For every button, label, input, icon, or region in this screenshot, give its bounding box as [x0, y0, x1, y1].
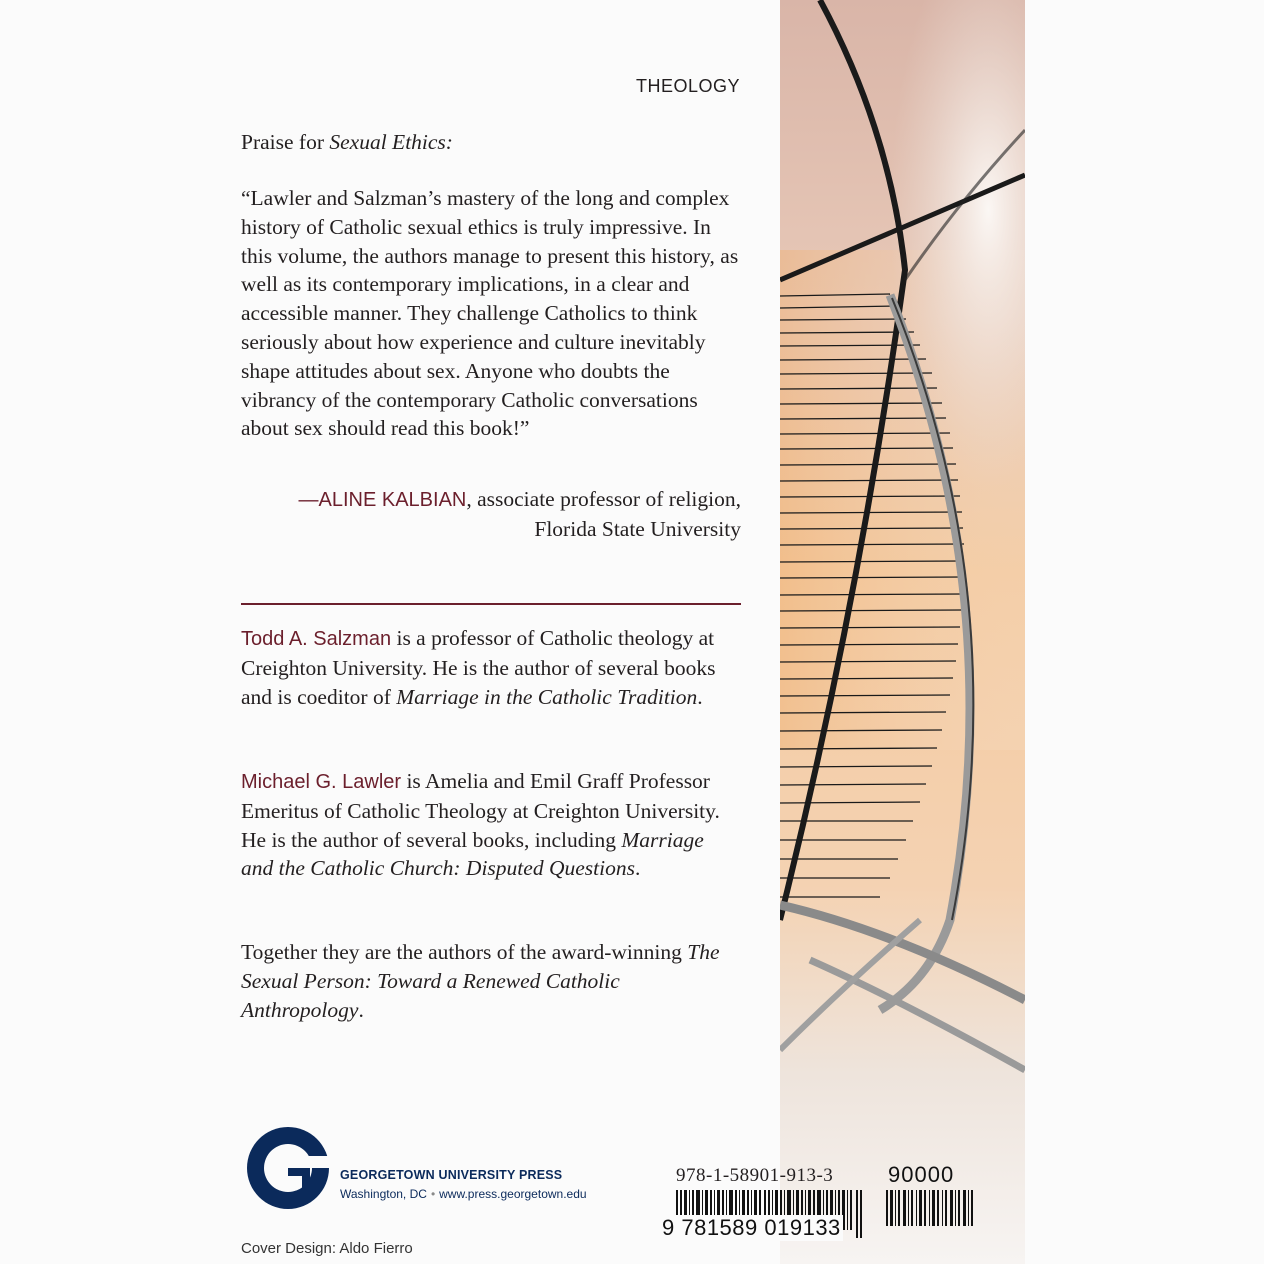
- endorser-name: —ALINE KALBIAN: [298, 489, 467, 511]
- bio-book-title: Marriage and the Catholic Church: Disputed Questions: [241, 827, 704, 881]
- publisher-block: [246, 1126, 626, 1206]
- cover-art-strip: [780, 0, 1025, 1264]
- cover-design-credit: Cover Design: Aldo Fierro: [241, 1240, 413, 1257]
- isbn-text: 978-1-58901-913-3: [676, 1165, 834, 1186]
- endorsement-quote: “Lawler and Salzman’s mastery of the long and complex history of Catholic sexual ethics is truly impressive. In this volume, the authors manage to present this history, as well as its contemporary implications, in a clear and accessible manner. They challenge Catholics to think seriously about how experience and culture inevitably shape attitudes about sex. Anyone who doubts the vibrancy of the contemporary Catholic conversations about sex should read this book!”: [241, 186, 739, 441]
- endorsement-attribution: [241, 485, 741, 544]
- joint-text: Together they are the authors of the award-winning: [241, 940, 688, 964]
- publisher-url: www.press.georgetown.edu: [439, 1187, 587, 1201]
- bio-text: is Amelia and Emil Graff Professor Emeritus of Catholic Theology at Creighton University. He is the author of several books, including: [241, 769, 720, 852]
- author-bio-salzman: [241, 624, 741, 711]
- endorser-affiliation: Florida State University: [534, 516, 741, 541]
- bio-book-title: Marriage in the Catholic Tradition: [396, 684, 698, 709]
- georgetown-press-logo-icon: [246, 1126, 330, 1210]
- price-barcode: [886, 1190, 976, 1226]
- bio-text-end: .: [697, 684, 703, 709]
- category-label: THEOLOGY: [635, 76, 740, 96]
- endorser-role: , associate professor of religion,: [466, 487, 741, 511]
- author-name: Todd A. Salzman: [241, 628, 392, 650]
- praise-heading-prefix: Praise for: [241, 130, 330, 154]
- publisher-address: [340, 1187, 587, 1201]
- joint-text-end: .: [358, 997, 364, 1022]
- price-code: 90000: [888, 1162, 955, 1187]
- bio-text-end: .: [634, 856, 641, 881]
- barcode-digits: 9 781589 019133: [662, 1215, 841, 1240]
- author-name: Michael G. Lawler: [241, 771, 402, 793]
- section-divider: [241, 603, 741, 605]
- author-bio-lawler: [241, 767, 741, 883]
- praise-heading-book-title: Sexual Ethics:: [329, 130, 453, 154]
- joint-book-title: The Sexual Person: Toward a Renewed Catholic Anthropology: [241, 940, 720, 1022]
- separator-dot: •: [430, 1187, 436, 1201]
- joint-authorship-note: [241, 938, 741, 1024]
- publisher-city: Washington, DC: [340, 1187, 427, 1201]
- praise-heading: [241, 128, 741, 157]
- bio-text: is a professor of Catholic theology at Creighton University. He is the author of several books and is coeditor of: [241, 626, 716, 709]
- publisher-name: GEORGETOWN UNIVERSITY PRESS: [340, 1168, 563, 1182]
